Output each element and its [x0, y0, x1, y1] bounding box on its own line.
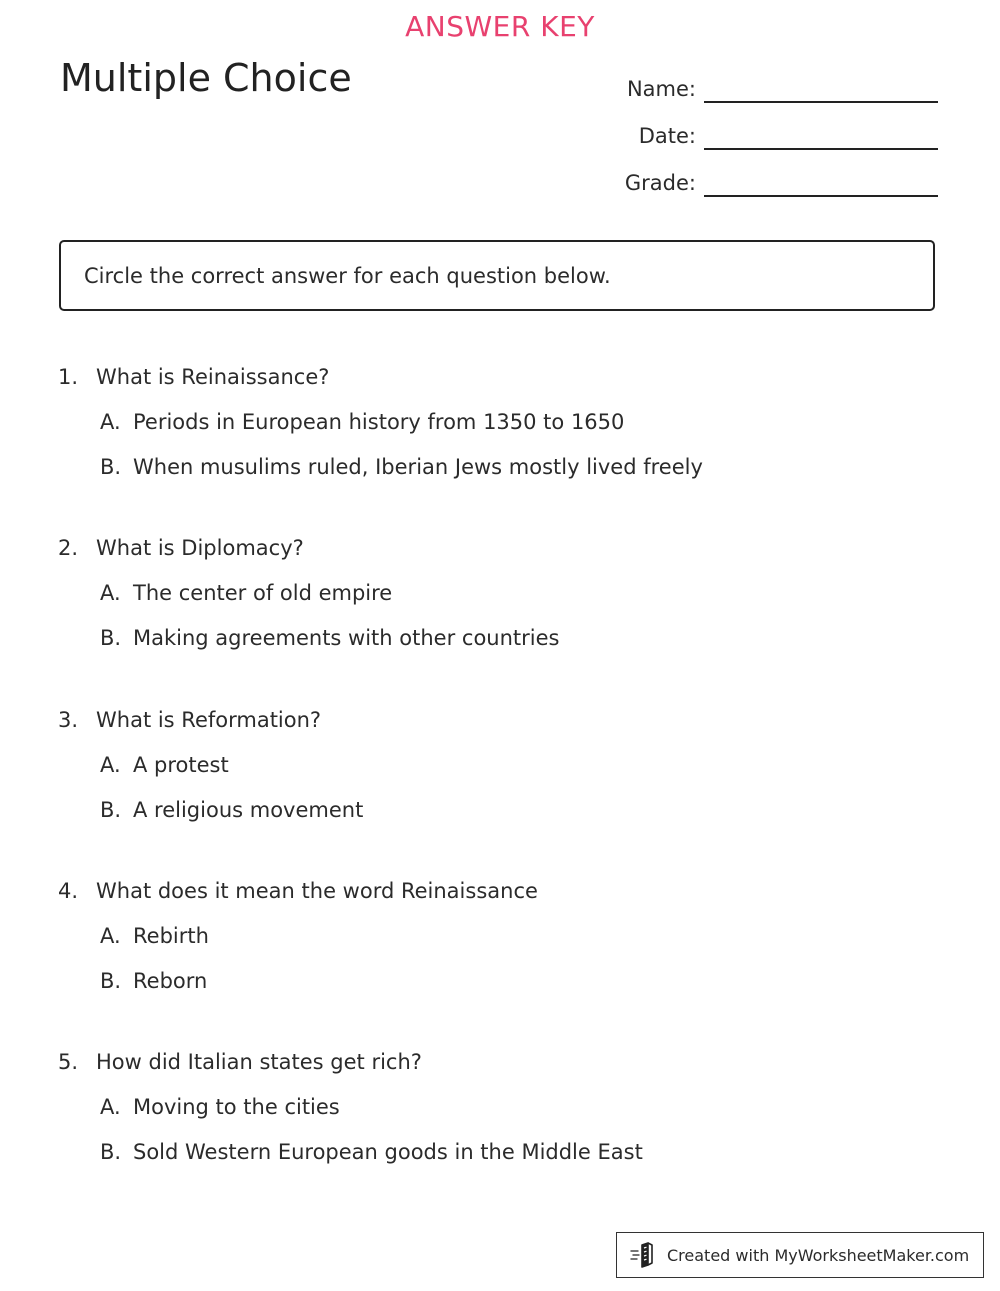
- question-number: 3.: [58, 708, 79, 732]
- question-4: [58, 876, 938, 996]
- option-text: A protest: [133, 753, 229, 777]
- answer-option[interactable]: [100, 1137, 938, 1167]
- option-letter: A.: [100, 1095, 121, 1119]
- grade-label: Grade:: [624, 171, 696, 195]
- date-line[interactable]: [704, 120, 938, 150]
- name-line[interactable]: [704, 73, 938, 103]
- date-label: Date:: [638, 124, 696, 148]
- answer-option[interactable]: [100, 795, 938, 825]
- answer-option[interactable]: [100, 623, 938, 653]
- option-letter: A.: [100, 924, 121, 948]
- answer-option[interactable]: [100, 452, 938, 482]
- answer-option[interactable]: [100, 966, 938, 996]
- answer-option[interactable]: [100, 921, 938, 951]
- question-text: What is Reinaissance?: [96, 365, 330, 389]
- answer-option[interactable]: [100, 407, 938, 437]
- option-text: The center of old empire: [133, 581, 393, 605]
- question-text: What is Diplomacy?: [96, 536, 304, 560]
- option-text: Making agreements with other countries: [133, 626, 560, 650]
- option-text: Reborn: [133, 969, 208, 993]
- option-letter: A.: [100, 581, 121, 605]
- page-title: Multiple Choice: [60, 56, 352, 100]
- question-1: [58, 362, 938, 482]
- option-text: When musulims ruled, Iberian Jews mostly lived freely: [133, 455, 703, 479]
- option-letter: B.: [100, 798, 122, 822]
- worksheet-maker-logo-icon: [629, 1241, 657, 1269]
- grade-line[interactable]: [704, 167, 938, 197]
- answer-key-label: ANSWER KEY: [405, 10, 595, 43]
- answer-option[interactable]: [100, 578, 938, 608]
- created-with-badge[interactable]: [616, 1232, 984, 1278]
- option-letter: A.: [100, 753, 121, 777]
- grade-field: [600, 150, 940, 197]
- question-number: 4.: [58, 879, 79, 903]
- footer-text: Created with MyWorksheetMaker.com: [667, 1245, 970, 1265]
- question-text: How did Italian states get rich?: [96, 1050, 422, 1074]
- name-field: [600, 56, 940, 103]
- student-info-fields: [600, 56, 940, 197]
- option-letter: A.: [100, 410, 121, 434]
- instructions-box: Circle the correct answer for each question below.: [59, 240, 935, 311]
- option-text: Rebirth: [133, 924, 209, 948]
- option-letter: B.: [100, 1140, 122, 1164]
- name-label: Name:: [626, 77, 696, 101]
- option-letter: B.: [100, 969, 122, 993]
- question-3: [58, 705, 938, 825]
- question-text: What does it mean the word Reinaissance: [96, 879, 538, 903]
- question-number: 5.: [58, 1050, 79, 1074]
- question-number: 1.: [58, 365, 79, 389]
- option-text: Moving to the cities: [133, 1095, 340, 1119]
- question-number: 2.: [58, 536, 79, 560]
- question-2: [58, 533, 938, 653]
- date-field: [600, 103, 940, 150]
- question-text: What is Reformation?: [96, 708, 322, 732]
- option-text: A religious movement: [133, 798, 364, 822]
- option-letter: B.: [100, 626, 122, 650]
- option-letter: B.: [100, 455, 122, 479]
- answer-option[interactable]: [100, 750, 938, 780]
- option-text: Periods in European history from 1350 to 1650: [133, 410, 625, 434]
- question-5: [58, 1047, 938, 1167]
- option-text: Sold Western European goods in the Middle East: [133, 1140, 643, 1164]
- answer-option[interactable]: [100, 1092, 938, 1122]
